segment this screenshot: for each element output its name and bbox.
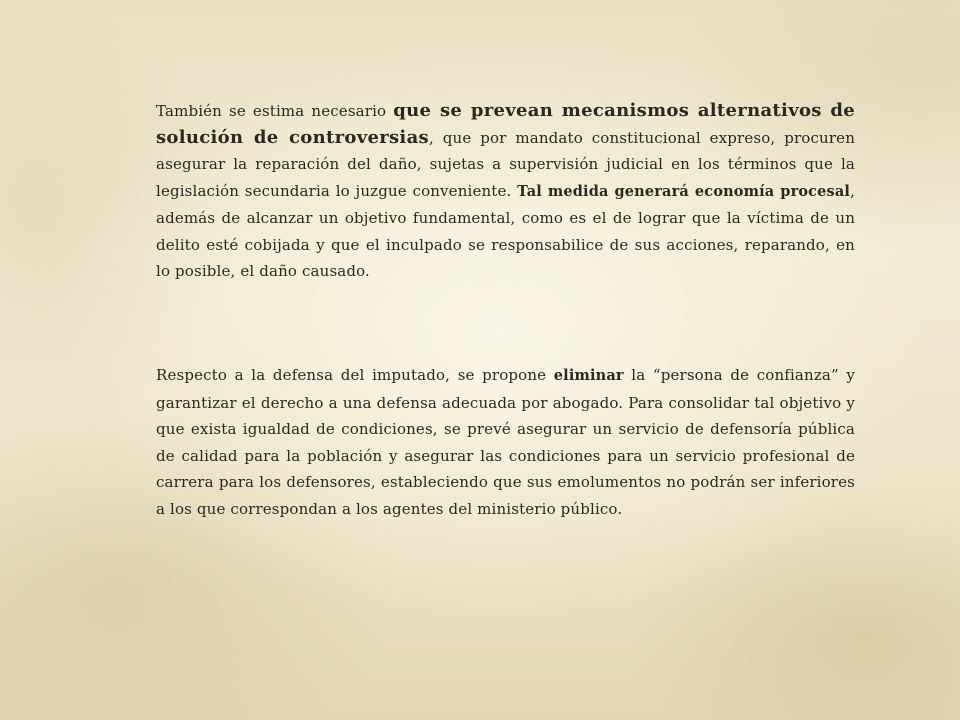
paragraph-2-intro: Respecto a la defensa del imputado, se propone <box>156 366 554 384</box>
paragraph-1-body: , que por mandato constitucional expreso, procuren asegurar la reparación del daño, sujetas a supervisión judicial en los términos que la legislación secundaria lo juzgue conveniente. <box>156 128 856 200</box>
paragraph-1-emphasis-economy: Tal medida generará economía procesal <box>517 182 851 200</box>
paragraph-2-body: la “persona de confianza” y garantizar el derecho a una defensa adecuada por abogado. Para consolidar tal objetivo y que exista igualdad de condiciones, se prevé asegurar un servicio de defensoría pública de calidad para la población y asegurar las condiciones para un servicio profesional de carrera para los defensores, estableciendo que sus emolumentos no podrán ser inferiores a los que correspondan a los agentes del ministerio público. <box>156 366 855 518</box>
paragraph-defense <box>156 362 855 522</box>
paragraph-2-emphasis-eliminate: eliminar <box>553 367 624 384</box>
paragraph-1-conclusion: , además de alcanzar un objetivo fundamental, como es el de lograr que la víctima de un delito esté cobijada y que el inculpado se responsabilice de sus acciones, reparando, en lo posible, el daño causado. <box>156 181 855 280</box>
paragraph-alternative-mechanisms <box>156 98 855 285</box>
paragraph-1-emphasis-mechanisms: que se prevean mecanismos alternativos de solución de controversias <box>156 100 856 148</box>
paragraph-1-intro: También se estima necesario <box>156 102 394 120</box>
